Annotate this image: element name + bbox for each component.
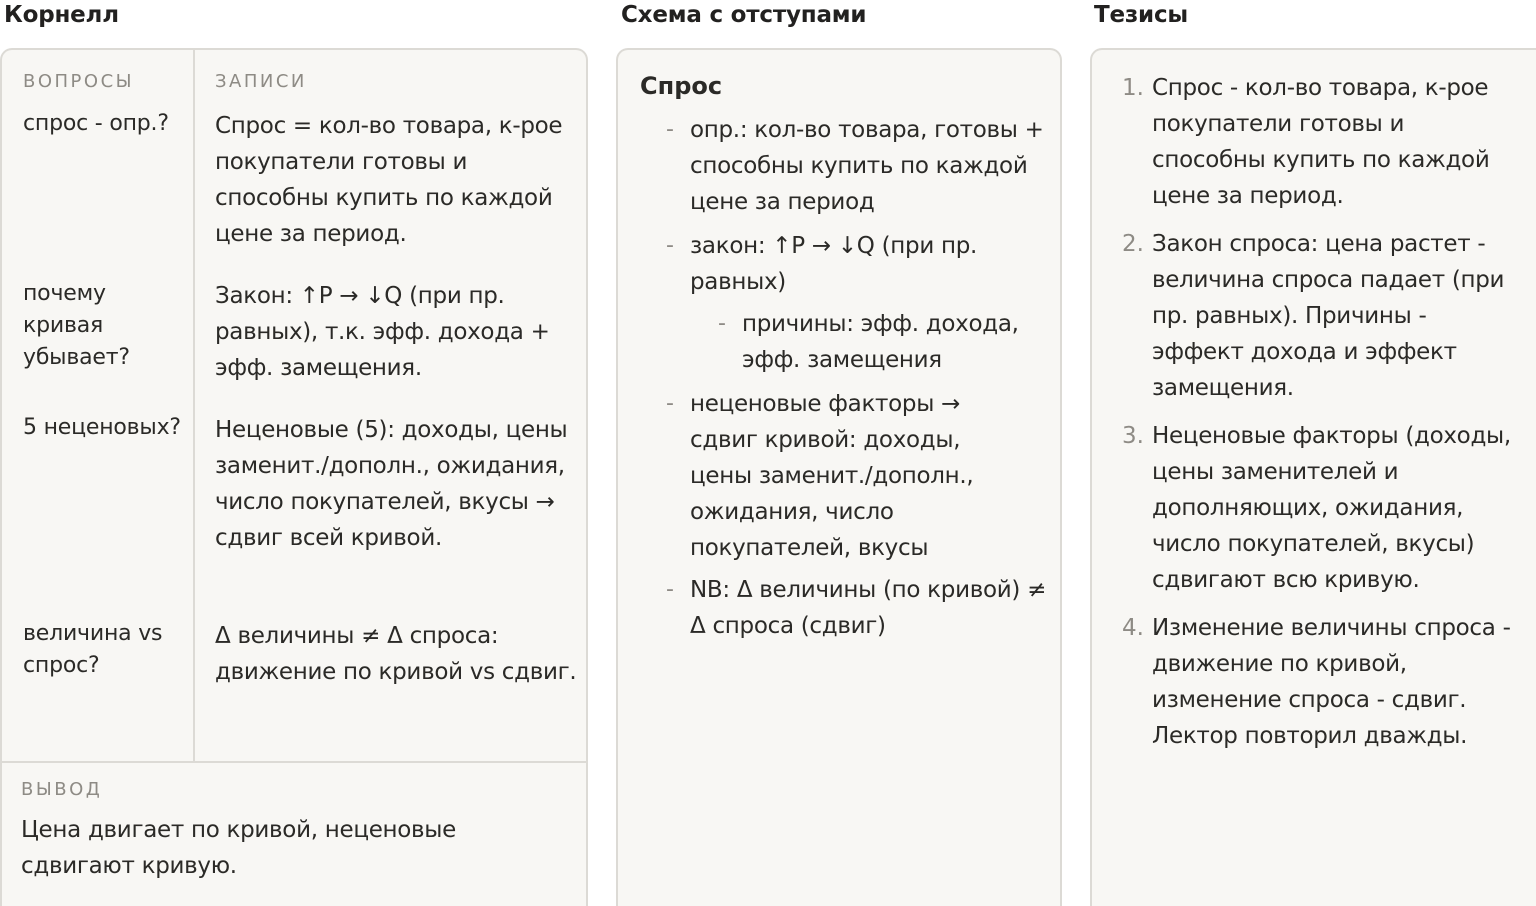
thesis-number: 1. (1122, 75, 1144, 101)
dash-marker: - (666, 233, 674, 258)
cornell-question: почему кривая убывает? (23, 281, 130, 370)
thesis-number: 3. (1122, 423, 1144, 449)
questions-label: ВОПРОСЫ (23, 71, 135, 92)
cornell-column-divider (193, 50, 195, 762)
outline-title: Схема с отступами (621, 2, 867, 28)
thesis-number: 4. (1122, 615, 1144, 641)
outline-card (616, 48, 1062, 906)
theses-title: Тезисы (1094, 2, 1189, 28)
thesis-item: Изменение величины спроса - движение по кривой, изменение спроса - сдвиг. Лектор повторил дважды. (1152, 615, 1511, 749)
theses-card (1090, 48, 1536, 906)
dash-marker: - (666, 117, 674, 142)
cornell-question: величина vs спрос? (23, 621, 163, 678)
outline-heading: Спрос (640, 72, 723, 100)
cornell-title: Корнелл (4, 2, 119, 28)
dash-marker: - (718, 311, 726, 336)
thesis-item: Закон спроса: цена растет - величина спроса падает (при пр. равных). Причины - эффект дохода и эффект замещения. (1152, 231, 1505, 401)
thesis-item: Неценовые факторы (доходы, цены заменителей и дополняющих, ожидания, число покупателей, вкусы) сдвигают всю кривую. (1152, 423, 1511, 593)
summary-text: Цена двигает по кривой, неценовые сдвигают кривую. (21, 817, 457, 879)
notes-label: ЗАПИСИ (215, 71, 307, 92)
cornell-note: Δ величины ≠ Δ спроса: движение по кривой vs сдвиг. (215, 623, 577, 685)
dash-marker: - (666, 577, 674, 602)
outline-item: неценовые факторы → сдвиг кривой: доходы, цены заменит./дополн., ожидания, число покупателей, вкусы (690, 391, 974, 561)
cornell-card (0, 48, 588, 906)
cornell-question: 5 неценовых? (23, 415, 181, 440)
thesis-item: Спрос - кол-во товара, к-рое покупатели готовы и способны купить по каждой цене за период. (1152, 75, 1490, 209)
cornell-note: Спрос = кол-во товара, к-рое покупатели готовы и способны купить по каждой цене за период. (215, 113, 563, 247)
cornell-note: Закон: ↑P → ↓Q (при пр. равных), т.к. эфф. дохода + эфф. замещения. (215, 283, 550, 381)
summary-label: ВЫВОД (21, 779, 103, 800)
outline-item: опр.: кол-во товара, готовы + способны купить по каждой цене за период (690, 117, 1044, 215)
cornell-note: Неценовые (5): доходы, цены заменит./дополн., ожидания, число покупателей, вкусы → сдвиг всей кривой. (215, 417, 568, 551)
outline-item: закон: ↑P → ↓Q (при пр. равных) (690, 233, 978, 295)
dash-marker: - (666, 391, 674, 416)
cornell-question: спрос - опр.? (23, 111, 169, 136)
cornell-summary-divider (2, 761, 586, 763)
thesis-number: 2. (1122, 231, 1144, 257)
outline-subitem: причины: эфф. дохода, эфф. замещения (742, 311, 1019, 373)
outline-item: NB: Δ величины (по кривой) ≠ Δ спроса (сдвиг) (690, 577, 1047, 639)
